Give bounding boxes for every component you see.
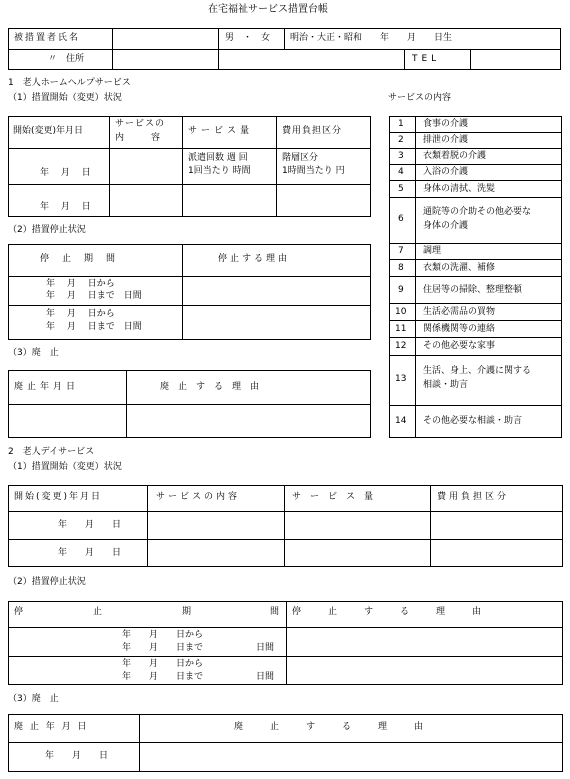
hh-abolish-col-date: 廃止年月日 — [14, 382, 80, 392]
hh-stop-col-reason: 停止する理由 — [218, 254, 291, 264]
section1-sub1: （1）措置開始（変更）状況 — [8, 93, 122, 103]
hh-col-quantity: サービス量 — [188, 126, 254, 136]
service-text: その他必要な相談・助言 — [423, 416, 523, 426]
service-text-line2: 身体の介護 — [423, 221, 469, 231]
service-text: 関係機関等の連絡 — [423, 324, 496, 334]
ds-row2-date: 年 月 日 — [58, 548, 122, 558]
service-text: 住居等の掃除、整理整頓 — [423, 285, 523, 295]
service-text: 通院等の介助その他必要な — [423, 207, 532, 217]
hh-col-start-date: 開始(変更)年月日 — [13, 126, 84, 136]
service-text: 入浴の介護 — [423, 167, 469, 177]
service-no: 14 — [395, 416, 407, 426]
ds-col-start-date: 開始(変更)年月日 — [14, 492, 103, 502]
service-no: 9 — [398, 285, 404, 295]
birth-era-label: 明治・大正・昭和 年 月 日生 — [290, 33, 453, 43]
ds-stop-row2-from: 年 月 日から — [122, 659, 204, 669]
ds-stop-row1-days: 日間 — [256, 643, 275, 653]
service-text: 食事の介護 — [423, 119, 469, 129]
service-no: 4 — [398, 167, 404, 177]
ds-stop-row2-to: 年 月 日まで — [122, 672, 204, 682]
service-text: 生活必需品の買物 — [423, 307, 496, 317]
ds-col-cost: 費用負担区分 — [437, 492, 510, 502]
hh-stop-row2-to: 年 月 日まで 日間 — [46, 322, 142, 332]
section1-sub3: （3）廃 止 — [8, 348, 59, 358]
service-no: 1 — [398, 119, 404, 129]
service-no: 7 — [398, 246, 404, 256]
service-text: その他必要な家事 — [423, 341, 496, 351]
ds-abolish-col-date: 廃 止 年 月 日 — [14, 722, 89, 732]
hh-row1-cost-2: 1時間当たり 円 — [282, 166, 345, 176]
ds-stop-row2-days: 日間 — [256, 672, 275, 682]
service-no: 13 — [395, 374, 407, 384]
service-no: 12 — [395, 341, 407, 351]
ds-stop-row1-from: 年 月 日から — [122, 630, 204, 640]
hh-stop-row2-from: 年 月 日から — [46, 309, 115, 319]
hh-stop-col-period: 停 止 期 間 — [40, 254, 118, 264]
hh-col-content-2: 内 容 — [115, 133, 161, 143]
service-no: 8 — [398, 263, 404, 273]
section2-sub1: （1）措置開始（変更）状況 — [8, 462, 122, 472]
hh-row1-qty-1: 派遣回数 週 回 — [188, 153, 248, 163]
hh-row1-cost-1: 階層区分 — [282, 153, 319, 163]
ds-abolish-date: 年 月 日 — [45, 751, 109, 761]
services-heading: サービスの内容 — [388, 93, 452, 103]
service-text: 衣類着脱の介護 — [423, 151, 487, 161]
hh-row1-date: 年 月 日 — [40, 168, 91, 178]
hh-abolish-col-reason: 廃 止 す る 理 由 — [160, 382, 260, 392]
service-no: 5 — [398, 184, 404, 194]
service-text: 排泄の介護 — [423, 135, 469, 145]
section2-sub3: （3）廃 止 — [8, 694, 59, 704]
section1-heading: 1 老人ホームヘルプサービス — [8, 78, 131, 88]
service-text: 衣類の洗濯、補修 — [423, 263, 496, 273]
service-no: 10 — [395, 307, 407, 317]
service-text: 身体の清拭、洗髪 — [423, 184, 496, 194]
name-label: 被措置者氏名 — [14, 33, 81, 43]
service-no: 6 — [398, 214, 404, 224]
hh-stop-row1-to: 年 月 日まで 日間 — [46, 291, 142, 301]
hh-col-content-1: サービスの — [115, 119, 166, 129]
section2-sub2: （2）措置停止状況 — [8, 577, 86, 587]
ds-col-content: サービスの内容 — [156, 492, 241, 502]
ds-stop-col-period-4: 間 — [270, 607, 280, 617]
service-text: 生活、身上、介護に関する — [423, 366, 532, 376]
ds-stop-col-period-2: 止 — [93, 607, 103, 617]
section2-heading: 2 老人デイサービス — [8, 447, 95, 457]
address-label: 〃 住所 — [48, 54, 85, 64]
service-text: 調理 — [423, 246, 442, 256]
tel-label: TEL — [412, 54, 441, 64]
ds-stop-col-period-3: 期 — [182, 607, 192, 617]
ds-stop-col-reason: 停 止 す る 理 由 — [292, 607, 482, 617]
service-no: 11 — [395, 324, 407, 334]
hh-stop-row1-from: 年 月 日から — [46, 279, 115, 289]
ds-stop-col-period-1: 停 — [14, 607, 24, 617]
hh-col-cost: 費用負担区分 — [282, 126, 343, 136]
service-no: 3 — [398, 151, 404, 161]
hh-row1-qty-2: 1回当たり 時間 — [188, 166, 251, 176]
ds-abolish-col-reason: 廃 止 す る 理 由 — [234, 722, 424, 732]
service-text-line2: 相談・助言 — [423, 380, 469, 390]
ds-row1-date: 年 月 日 — [58, 520, 122, 530]
service-no: 2 — [398, 135, 404, 145]
ds-col-quantity: サ ー ビ ス 量 — [292, 492, 374, 502]
ds-stop-row1-to: 年 月 日まで — [122, 643, 204, 653]
page-title: 在宅福祉サービス措置台帳 — [208, 4, 328, 15]
hh-row2-date: 年 月 日 — [40, 202, 91, 212]
sex-label: 男 ・ 女 — [225, 33, 271, 43]
section1-sub2: （2）措置停止状況 — [8, 225, 86, 235]
